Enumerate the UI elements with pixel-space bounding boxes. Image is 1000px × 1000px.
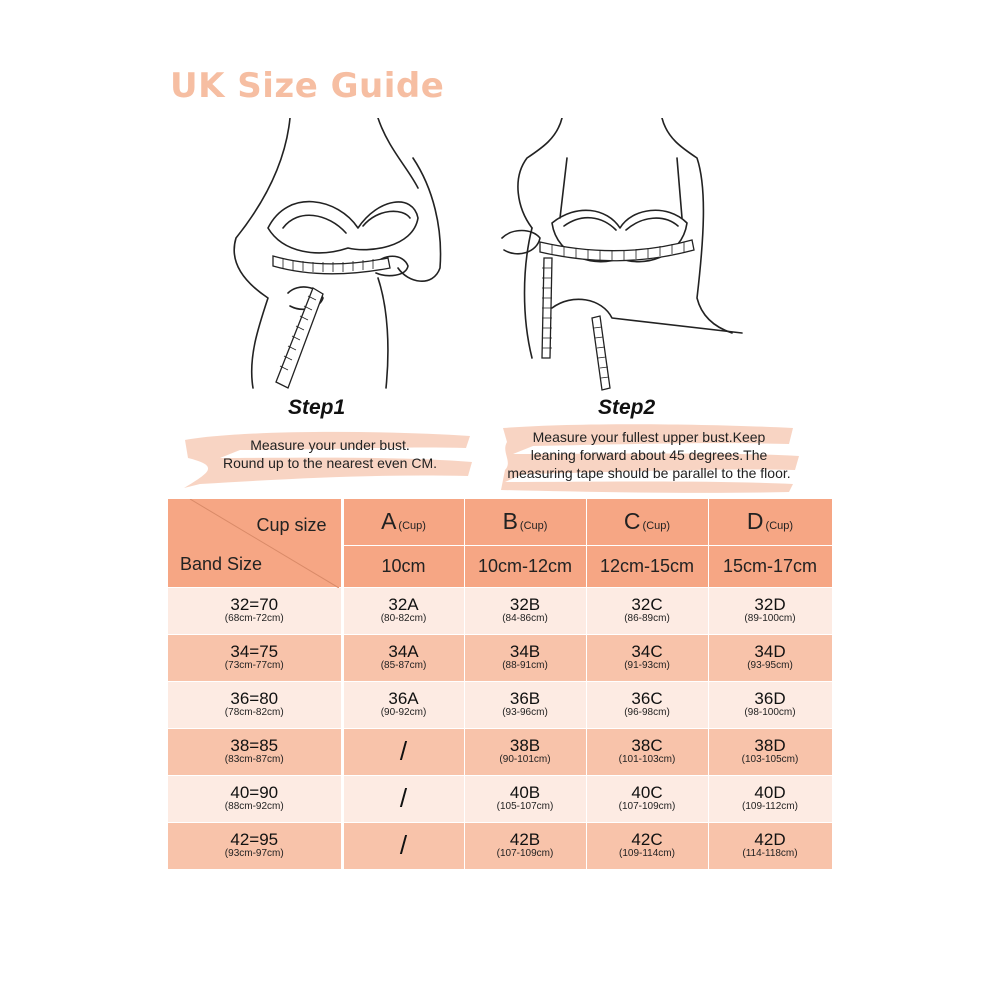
band-cell bbox=[168, 587, 342, 634]
bra-size: 32A bbox=[388, 595, 419, 614]
corner-diagonal bbox=[168, 499, 339, 588]
bust-range: (91-93cm) bbox=[624, 660, 670, 671]
bra-size: 38B bbox=[509, 736, 541, 755]
band-cell bbox=[168, 634, 342, 681]
table-row bbox=[168, 634, 832, 681]
cup-range-d: 15cm-17cm bbox=[708, 545, 832, 587]
table-body bbox=[168, 587, 832, 869]
band-size: 32=70 bbox=[230, 595, 279, 614]
band-size-label: Band Size bbox=[180, 553, 263, 574]
bust-range: (85-87cm) bbox=[380, 660, 427, 671]
size-cell bbox=[586, 728, 708, 775]
step1-illustration bbox=[228, 118, 460, 400]
bust-range: (93-95cm) bbox=[747, 660, 793, 671]
band-range: (73cm-77cm) bbox=[224, 660, 284, 671]
band-size: 36=80 bbox=[230, 689, 279, 708]
band-size: 38=85 bbox=[230, 736, 279, 755]
step2-line-1: Measure your fullest upper bust.Keep bbox=[532, 429, 766, 445]
step2-instructions bbox=[493, 428, 805, 482]
cup-size-label: Cup size bbox=[256, 515, 327, 535]
size-cell bbox=[708, 634, 832, 681]
size-cell bbox=[708, 587, 832, 634]
bust-range: (93-96cm) bbox=[502, 707, 548, 718]
step2-illustration bbox=[492, 118, 752, 400]
bra-size: 36D bbox=[754, 689, 786, 708]
not-available-mark: / bbox=[399, 783, 408, 813]
size-cell bbox=[586, 681, 708, 728]
table-row bbox=[168, 587, 832, 634]
size-cell bbox=[464, 681, 586, 728]
cup-range-c: 12cm-15cm bbox=[586, 545, 708, 587]
step2-label: Step2 bbox=[598, 396, 656, 419]
table-corner-header bbox=[168, 499, 342, 587]
bust-range: (105-107cm) bbox=[496, 801, 554, 812]
size-cell bbox=[708, 681, 832, 728]
bust-range: (107-109cm) bbox=[496, 848, 554, 859]
bra-size: 38D bbox=[754, 736, 786, 755]
bust-range: (109-114cm) bbox=[619, 848, 675, 859]
band-cell bbox=[168, 775, 342, 822]
bra-size: 32C bbox=[631, 595, 663, 614]
size-cell bbox=[708, 822, 832, 869]
band-cell bbox=[168, 728, 342, 775]
size-cell bbox=[586, 634, 708, 681]
cup-range-a: 10cm bbox=[342, 545, 464, 587]
step1-line-1: Measure your under bust. bbox=[250, 437, 410, 453]
bra-size: 32D bbox=[754, 595, 786, 614]
bust-range: (86-89cm) bbox=[624, 613, 670, 624]
cup-range-b: 10cm-12cm bbox=[464, 545, 586, 587]
bra-size: 42C bbox=[631, 830, 663, 849]
bra-size: 34D bbox=[754, 642, 786, 661]
step2-line-2: leaning forward about 45 degrees.The bbox=[530, 447, 768, 463]
bra-size: 32B bbox=[509, 595, 541, 614]
table-row bbox=[168, 728, 832, 775]
bra-size: 40D bbox=[754, 783, 786, 802]
size-cell bbox=[464, 822, 586, 869]
step1-instructions bbox=[185, 436, 475, 472]
size-cell bbox=[464, 587, 586, 634]
size-cell bbox=[342, 822, 464, 869]
step2-line-3: measuring tape should be parallel to the floor. bbox=[507, 465, 791, 481]
bust-range: (114-118cm) bbox=[742, 848, 798, 859]
bra-size: 34A bbox=[388, 642, 419, 661]
bust-range: (98-100cm) bbox=[744, 707, 796, 718]
bra-size: 38C bbox=[631, 736, 663, 755]
size-cell bbox=[464, 775, 586, 822]
bust-range: (84-86cm) bbox=[502, 613, 548, 624]
bra-size: 40B bbox=[509, 783, 541, 802]
size-cell bbox=[586, 775, 708, 822]
band-size: 40=90 bbox=[230, 783, 279, 802]
band-range: (93cm-97cm) bbox=[224, 848, 284, 859]
bust-range: (101-103cm) bbox=[618, 754, 676, 765]
bra-size: 34C bbox=[631, 642, 663, 661]
bust-range: (90-92cm) bbox=[380, 707, 427, 718]
bust-range: (103-105cm) bbox=[741, 754, 799, 765]
not-available-mark: / bbox=[399, 830, 408, 860]
bra-size: 42B bbox=[509, 830, 541, 849]
bra-size: 36B bbox=[509, 689, 541, 708]
cup-header-c: C (Cup) bbox=[586, 499, 708, 545]
size-cell bbox=[342, 587, 464, 634]
bust-range: (107-109cm) bbox=[618, 801, 676, 812]
bra-size: 40C bbox=[631, 783, 663, 802]
size-cell bbox=[708, 775, 832, 822]
bust-range: (80-82cm) bbox=[380, 613, 427, 624]
step1-label: Step1 bbox=[288, 396, 346, 419]
bust-range: (89-100cm) bbox=[744, 613, 796, 624]
size-cell bbox=[708, 728, 832, 775]
size-cell bbox=[464, 728, 586, 775]
page-title: UK Size Guide bbox=[170, 66, 445, 106]
step1-line-2: Round up to the nearest even CM. bbox=[222, 455, 438, 471]
band-cell bbox=[168, 681, 342, 728]
table-row bbox=[168, 822, 832, 869]
bust-range: (88-91cm) bbox=[502, 660, 548, 671]
table-row bbox=[168, 775, 832, 822]
cup-header-b: B (Cup) bbox=[464, 499, 586, 545]
band-range: (78cm-82cm) bbox=[224, 707, 284, 718]
bra-size: 42D bbox=[754, 830, 786, 849]
size-cell bbox=[342, 634, 464, 681]
band-range: (68cm-72cm) bbox=[224, 613, 284, 624]
bust-range: (96-98cm) bbox=[624, 707, 670, 718]
size-cell bbox=[342, 728, 464, 775]
size-cell bbox=[586, 822, 708, 869]
bra-size: 34B bbox=[509, 642, 541, 661]
size-cell bbox=[342, 681, 464, 728]
size-table bbox=[168, 499, 833, 870]
bust-range: (109-112cm) bbox=[742, 801, 798, 812]
cup-header-d: D (Cup) bbox=[708, 499, 832, 545]
bust-range: (90-101cm) bbox=[499, 754, 551, 765]
not-available-mark: / bbox=[399, 736, 408, 766]
size-cell bbox=[586, 587, 708, 634]
bra-size: 36C bbox=[631, 689, 663, 708]
band-range: (88cm-92cm) bbox=[224, 801, 284, 812]
band-size: 34=75 bbox=[230, 642, 279, 661]
size-cell bbox=[342, 775, 464, 822]
bra-size: 36A bbox=[388, 689, 419, 708]
size-cell bbox=[464, 634, 586, 681]
band-cell bbox=[168, 822, 342, 869]
table-row bbox=[168, 681, 832, 728]
band-size: 42=95 bbox=[230, 830, 279, 849]
band-range: (83cm-87cm) bbox=[224, 754, 284, 765]
cup-header-a: A (Cup) bbox=[342, 499, 464, 545]
